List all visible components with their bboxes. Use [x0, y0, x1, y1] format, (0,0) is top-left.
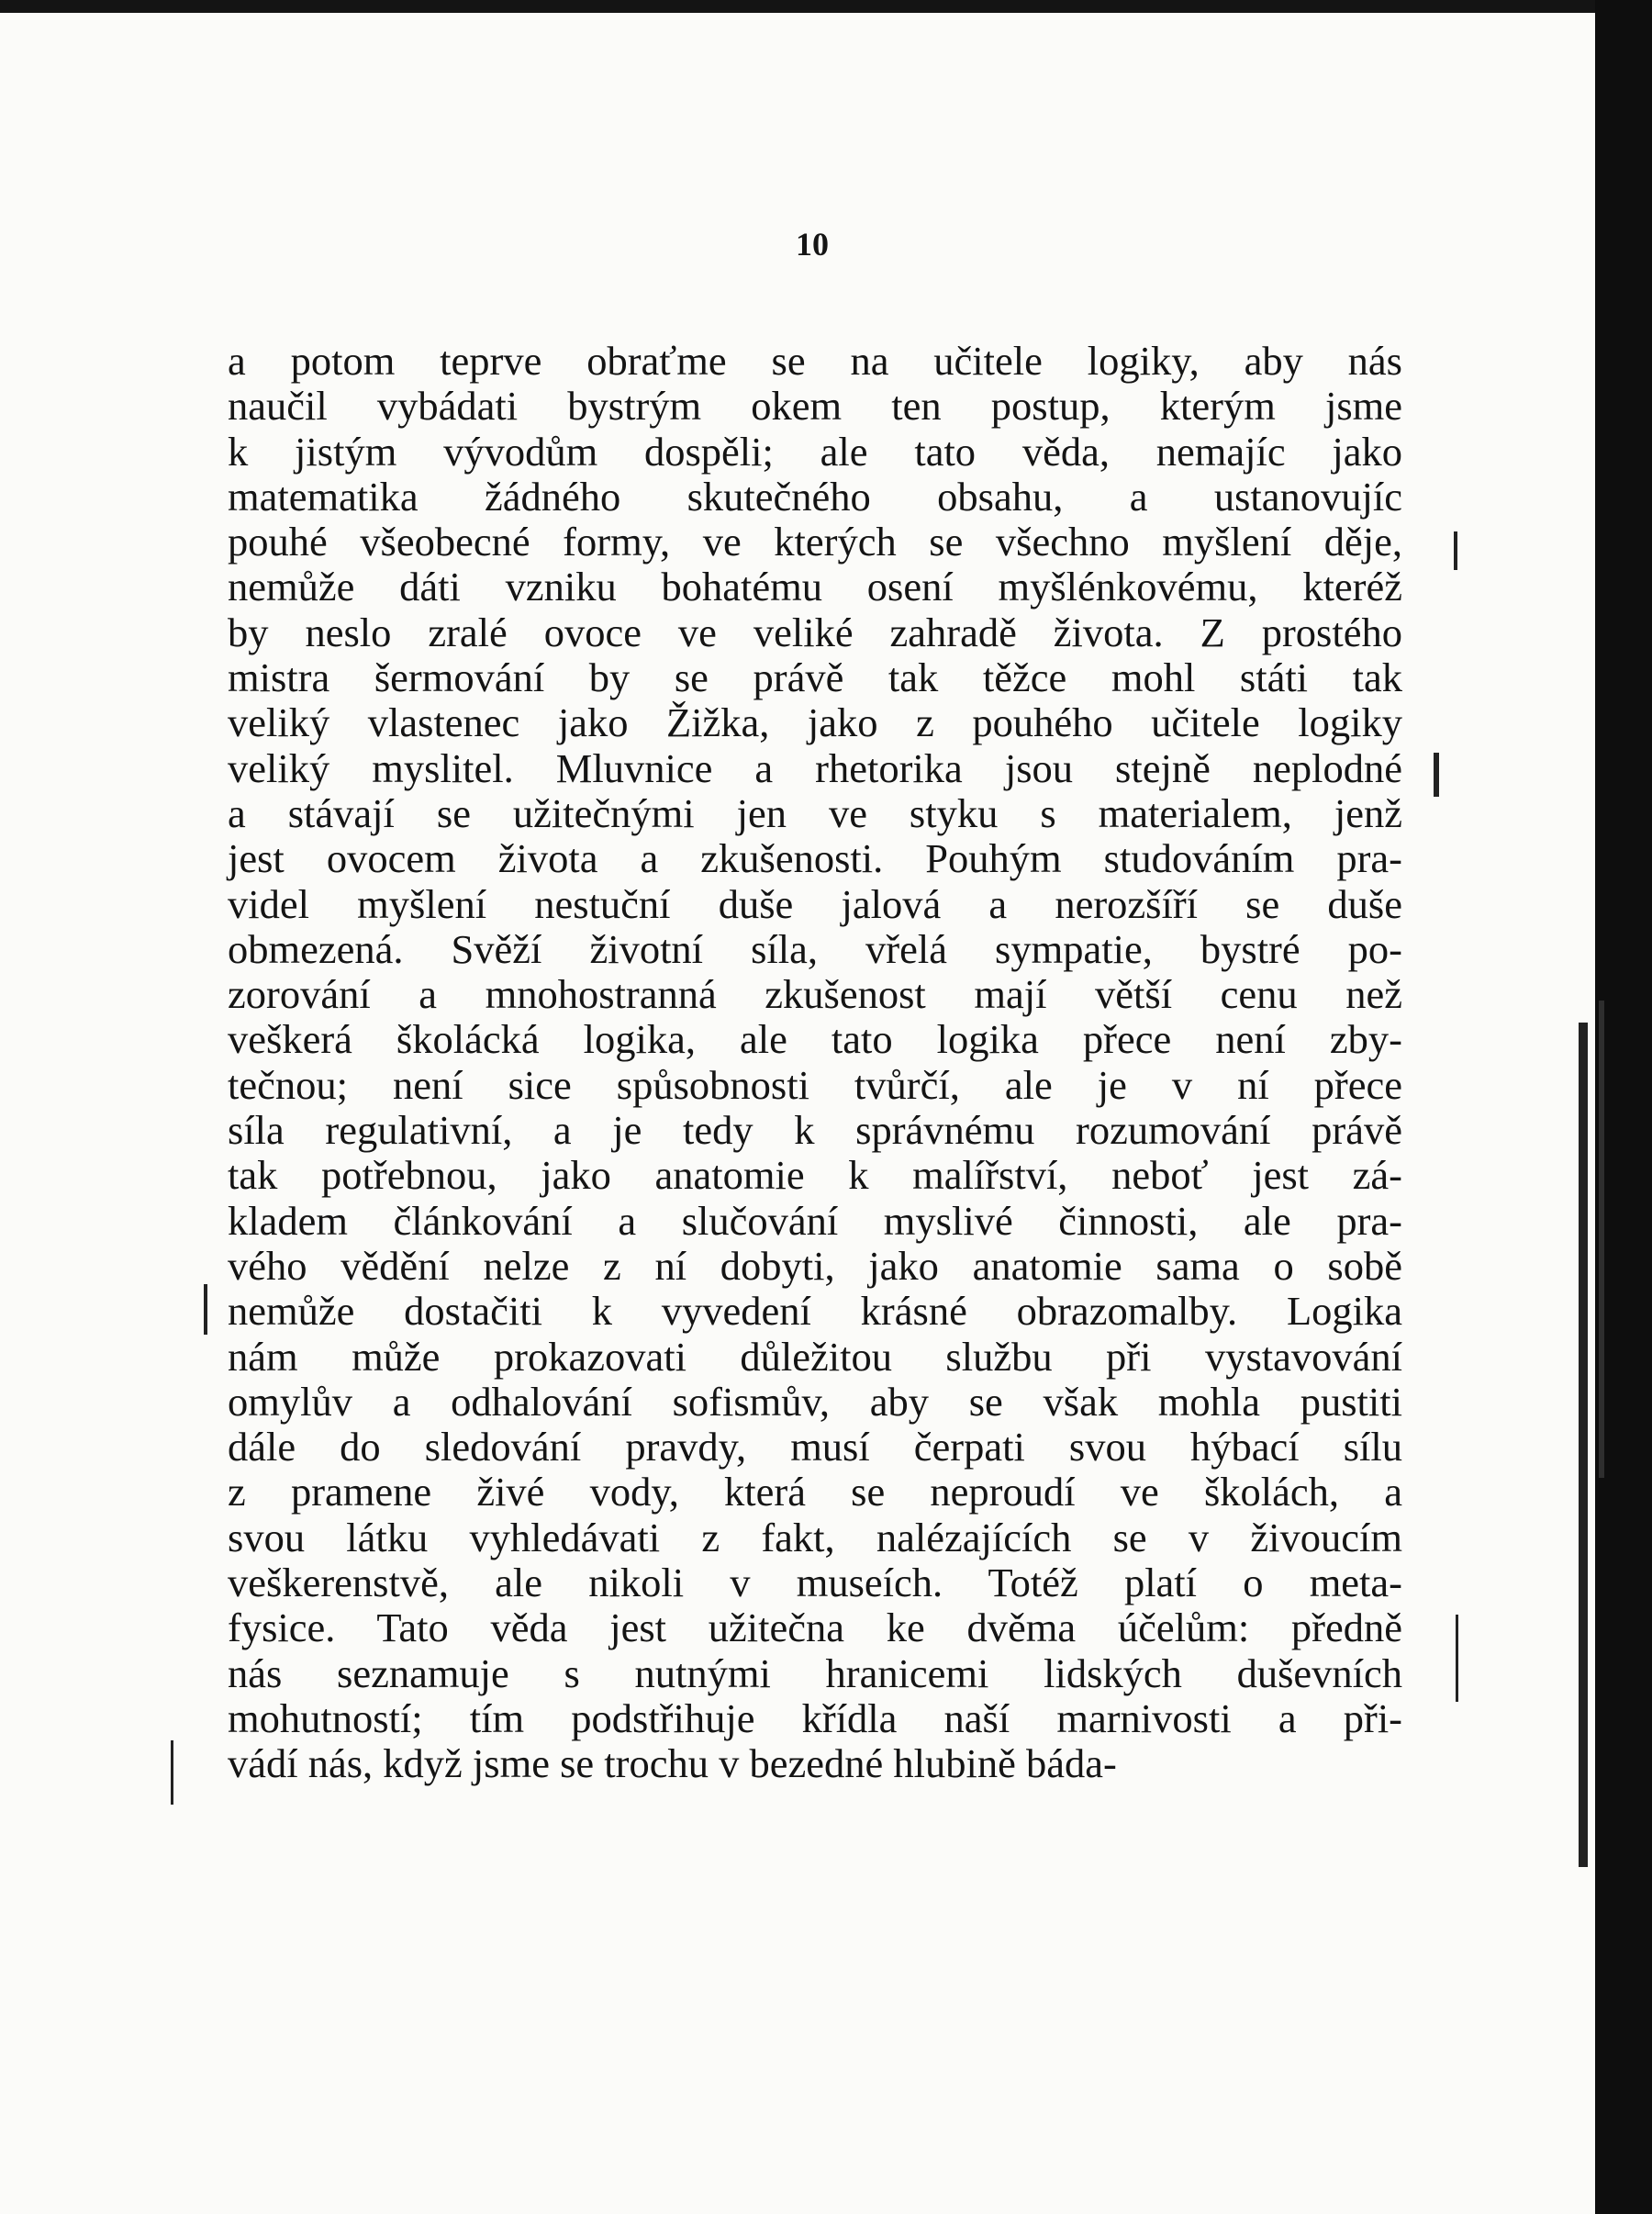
text-line: omylův a odhalování sofismův, aby se však mohla pustiti	[228, 1378, 1402, 1425]
text-line: a potom teprve obraťme se na učitele logiky, aby nás	[228, 338, 1402, 384]
text-line: svou látku vyhledávati z fakt, nalézajících se v živoucím	[228, 1514, 1402, 1560]
text-line: tečnou; není sice spůsobnosti tvůrčí, ale je v ní přece	[228, 1061, 1402, 1108]
text-line: k jistým vývodům dospěli; ale tato věda, nemajíc jako	[228, 428, 1402, 475]
text-line: kladem článkování a slučování myslivé činnosti, ale pra-	[228, 1197, 1402, 1244]
book-page	[0, 13, 1595, 2214]
text-line: nemůže dáti vzniku bohatému osení myšlénkovému, kteréž	[228, 564, 1402, 610]
text-line: vého vědění nelze z ní dobyti, jako anatomie sama o sobě	[228, 1242, 1402, 1289]
text-line: mohutností; tím podstřihuje křídla naší marnivosti a při-	[228, 1694, 1402, 1741]
page-number: 10	[796, 226, 829, 263]
margin-mark	[204, 1284, 207, 1335]
text-line: veškerá školácká logika, ale tato logika přece není zby-	[228, 1016, 1402, 1063]
margin-mark	[1456, 1615, 1458, 1702]
text-line: zorování a mnohostranná zkušenost mají větší cenu než	[228, 971, 1402, 1018]
text-line: a stávají se užitečnými jen ve styku s materialem, jenž	[228, 789, 1402, 836]
body-text	[228, 339, 1402, 1787]
text-line: nemůže dostačiti k vyvedení krásné obrazomalby. Logika	[228, 1288, 1402, 1335]
text-line: nám může prokazovati důležitou službu při vystavování	[228, 1333, 1402, 1380]
text-line: veliký myslitel. Mluvnice a rhetorika jsou stejně neplodné	[228, 744, 1402, 791]
margin-mark	[1434, 753, 1439, 797]
text-line: síla regulativní, a je tedy k správnému rozumování právě	[228, 1107, 1402, 1154]
text-line: fysice. Tato věda jest užitečna ke dvěma účelům: předně	[228, 1605, 1402, 1651]
text-line: obmezená. Svěží životní síla, vřelá sympatie, bystré po-	[228, 925, 1402, 972]
margin-mark	[171, 1740, 173, 1805]
text-line: jest ovocem života a zkušenosti. Pouhým studováním pra-	[228, 835, 1402, 882]
text-line: z pramene živé vody, která se neproudí ve školách, a	[228, 1469, 1402, 1515]
page-edge-highlight	[1599, 1001, 1604, 1478]
text-line: videl myšlení nestuční duše jalová a nerozšíří se duše	[228, 880, 1402, 927]
text-line: by neslo zralé ovoce ve veliké zahradě života. Z prostého	[228, 609, 1402, 655]
text-line: pouhé všeobecné formy, ve kterých se všechno myšlení děje,	[228, 519, 1402, 565]
text-line: vádí nás, když jsme se trochu v bezedné hlubině báda-	[228, 1740, 1117, 1787]
text-line: nás seznamuje s nutnými hranicemi lidských duševních	[228, 1649, 1402, 1696]
text-line: veliký vlastenec jako Žižka, jako z pouhého učitele logiky	[228, 699, 1402, 746]
text-line: tak potřebnou, jako anatomie k malířství, neboť jest zá-	[228, 1152, 1402, 1199]
margin-mark	[1454, 531, 1457, 570]
text-line: dále do sledování pravdy, musí čerpati svou hýbací sílu	[228, 1424, 1402, 1470]
text-line: mistra šermování by se právě tak těžce mohl státi tak	[228, 654, 1402, 701]
text-line: naučil vybádati bystrým okem ten postup, kterým jsme	[228, 383, 1402, 430]
text-line: veškerenstvě, ale nikoli v museích. Totéž platí o meta-	[228, 1560, 1402, 1606]
margin-mark	[1579, 1023, 1588, 1867]
text-line: matematika žádného skutečného obsahu, a ustanovujíc	[228, 473, 1402, 520]
